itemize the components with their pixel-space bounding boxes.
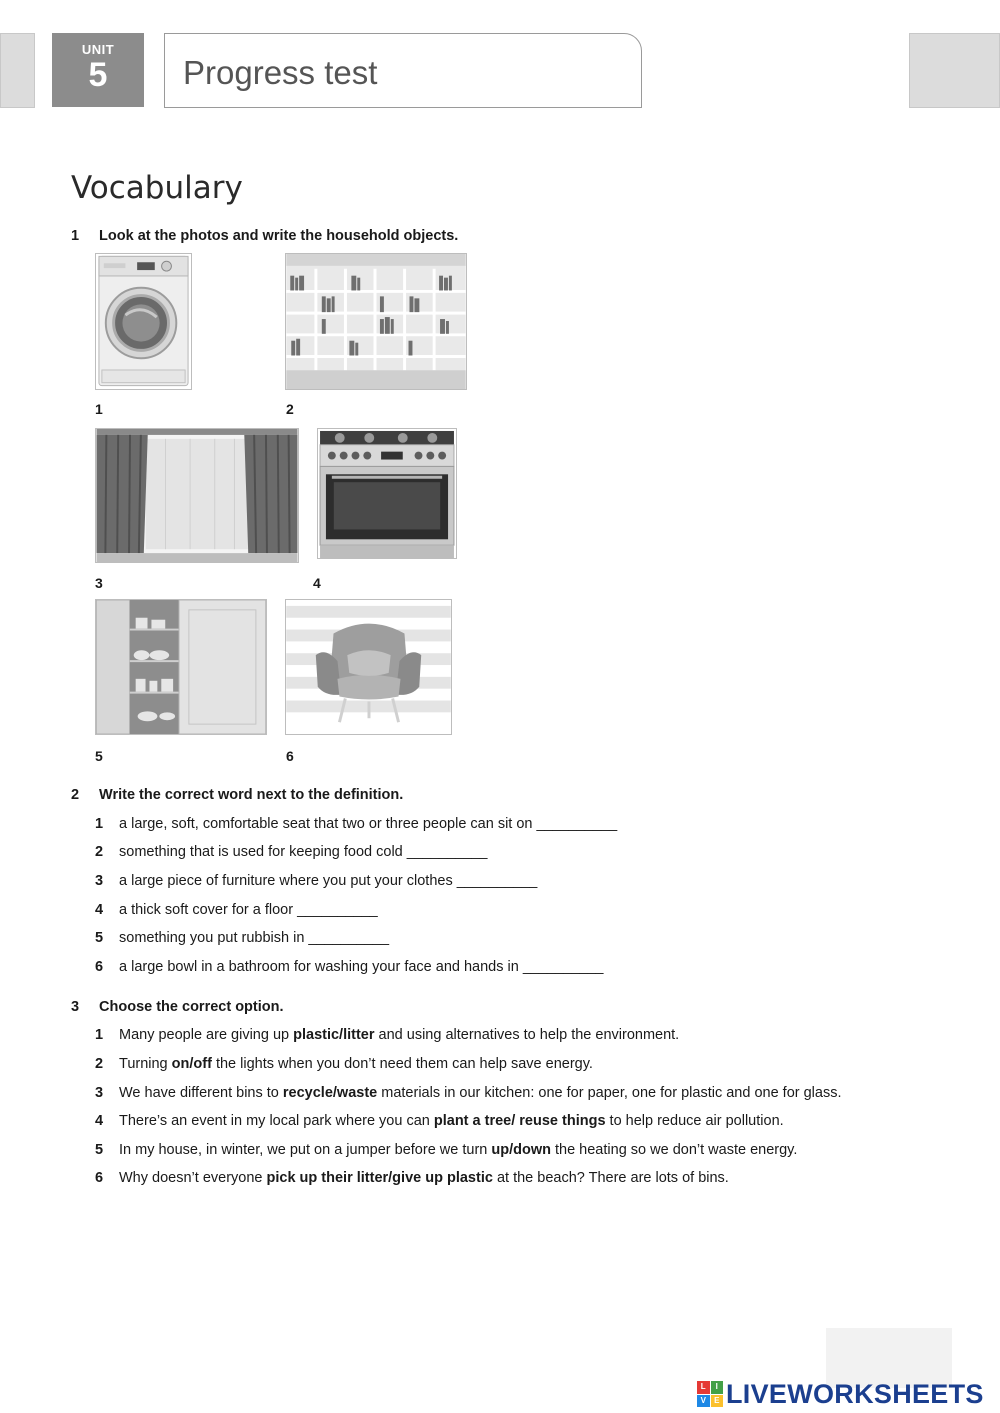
option-item	[95, 1085, 842, 1101]
cooker-photo	[317, 428, 457, 559]
option-choice[interactable]: plastic/litter	[293, 1027, 375, 1043]
item-text-before: In my house, in winter, we put on a jumper before we turn	[119, 1142, 492, 1158]
definition-item	[95, 816, 617, 832]
option-choice[interactable]: on/off	[171, 1056, 212, 1072]
photo-number: 1	[95, 401, 103, 417]
exercise-2-heading	[71, 787, 403, 803]
item-number: 4	[95, 1113, 104, 1129]
photo-number: 3	[95, 575, 103, 591]
washing-machine-photo	[95, 253, 192, 390]
curtains-photo	[95, 428, 299, 563]
photo-number: 4	[313, 575, 321, 591]
option-choice[interactable]: plant a tree/ reuse things	[433, 1113, 606, 1129]
exercise-number: 2	[71, 787, 80, 803]
exercise-number: 1	[71, 228, 80, 244]
liveworksheets-logo[interactable]	[697, 1378, 984, 1410]
item-number: 6	[95, 1170, 104, 1186]
item-number: 2	[95, 844, 104, 860]
item-text: a large bowl in a bathroom for washing your face and hands in __________	[119, 959, 604, 975]
item-text-before: Why doesn’t everyone	[119, 1170, 267, 1186]
item-number: 3	[95, 873, 104, 889]
option-item	[95, 1027, 679, 1043]
item-number: 3	[95, 1085, 104, 1101]
washing-machine-icon	[96, 254, 191, 389]
badge-letter: V	[697, 1395, 710, 1408]
item-text-after: and using alternatives to help the environment.	[374, 1027, 680, 1043]
badge-letter: I	[711, 1381, 724, 1394]
curtain-icon	[96, 429, 298, 562]
option-choice[interactable]: recycle/waste	[282, 1085, 378, 1101]
item-text-before: There’s an event in my local park where you can	[119, 1113, 434, 1129]
bookshelf-icon	[286, 254, 466, 389]
page-title: Progress test	[183, 54, 378, 91]
item-text-before: Turning	[119, 1056, 172, 1072]
armchair-icon	[286, 600, 451, 734]
item-text: a large, soft, comfortable seat that two or three people can sit on __________	[119, 816, 618, 832]
item-number: 1	[95, 816, 104, 832]
exercise-1-heading	[71, 228, 458, 244]
definition-item	[95, 844, 487, 860]
item-text: a large piece of furniture where you put your clothes __________	[119, 873, 538, 889]
item-text-after: materials in our kitchen: one for paper, one for plastic and one for glass.	[377, 1085, 842, 1101]
unit-badge	[52, 33, 144, 107]
option-item	[95, 1170, 729, 1186]
item-number: 5	[95, 1142, 104, 1158]
option-item	[95, 1056, 593, 1072]
definition-item	[95, 959, 603, 975]
liveworksheets-badge-icon	[697, 1381, 723, 1407]
option-choice[interactable]: pick up their litter/give up plastic	[266, 1170, 493, 1186]
exercise-3-heading	[71, 999, 284, 1015]
definition-item	[95, 930, 389, 946]
item-text-before: Many people are giving up	[119, 1027, 294, 1043]
item-text-after: the lights when you don’t need them can help save energy.	[211, 1056, 593, 1072]
left-edge-block	[0, 33, 35, 108]
item-text: a thick soft cover for a floor __________	[119, 902, 378, 918]
item-number: 6	[95, 959, 104, 975]
unit-label: UNIT	[81, 42, 115, 57]
exercise-number: 3	[71, 999, 80, 1015]
exercise-instruction: Look at the photos and write the household objects.	[99, 228, 459, 244]
item-text: something that is used for keeping food cold __________	[119, 844, 488, 860]
item-number: 2	[95, 1056, 104, 1072]
title-box	[164, 33, 642, 108]
photo-number: 5	[95, 748, 103, 764]
item-text-after: the heating so we don’t waste energy.	[550, 1142, 798, 1158]
cupboard-photo	[95, 599, 267, 735]
exercise-instruction: Choose the correct option.	[99, 999, 284, 1015]
item-number: 1	[95, 1027, 104, 1043]
cupboard-icon	[96, 600, 266, 734]
item-text-after: at the beach? There are lots of bins.	[492, 1170, 729, 1186]
item-text-after: to help reduce air pollution.	[605, 1113, 784, 1129]
cooker-icon	[318, 429, 456, 558]
badge-letter: E	[711, 1395, 724, 1408]
item-number: 5	[95, 930, 104, 946]
liveworksheets-text: LIVEWORKSHEETS	[726, 1378, 984, 1409]
item-text: something you put rubbish in __________	[119, 930, 390, 946]
bookshelves-photo	[285, 253, 467, 390]
section-title: Vocabulary	[71, 170, 243, 206]
right-edge-block	[909, 33, 1000, 108]
option-choice[interactable]: up/down	[491, 1142, 551, 1158]
item-number: 4	[95, 902, 104, 918]
photo-number: 6	[286, 748, 294, 764]
definition-item	[95, 902, 378, 918]
item-text-before: We have different bins to	[119, 1085, 283, 1101]
exercise-instruction: Write the correct word next to the definition.	[99, 787, 404, 803]
option-item	[95, 1142, 797, 1158]
definition-item	[95, 873, 537, 889]
photo-number: 2	[286, 401, 294, 417]
option-item	[95, 1113, 784, 1129]
armchair-photo	[285, 599, 452, 735]
unit-number: 5	[88, 56, 108, 94]
badge-letter: L	[697, 1381, 710, 1394]
